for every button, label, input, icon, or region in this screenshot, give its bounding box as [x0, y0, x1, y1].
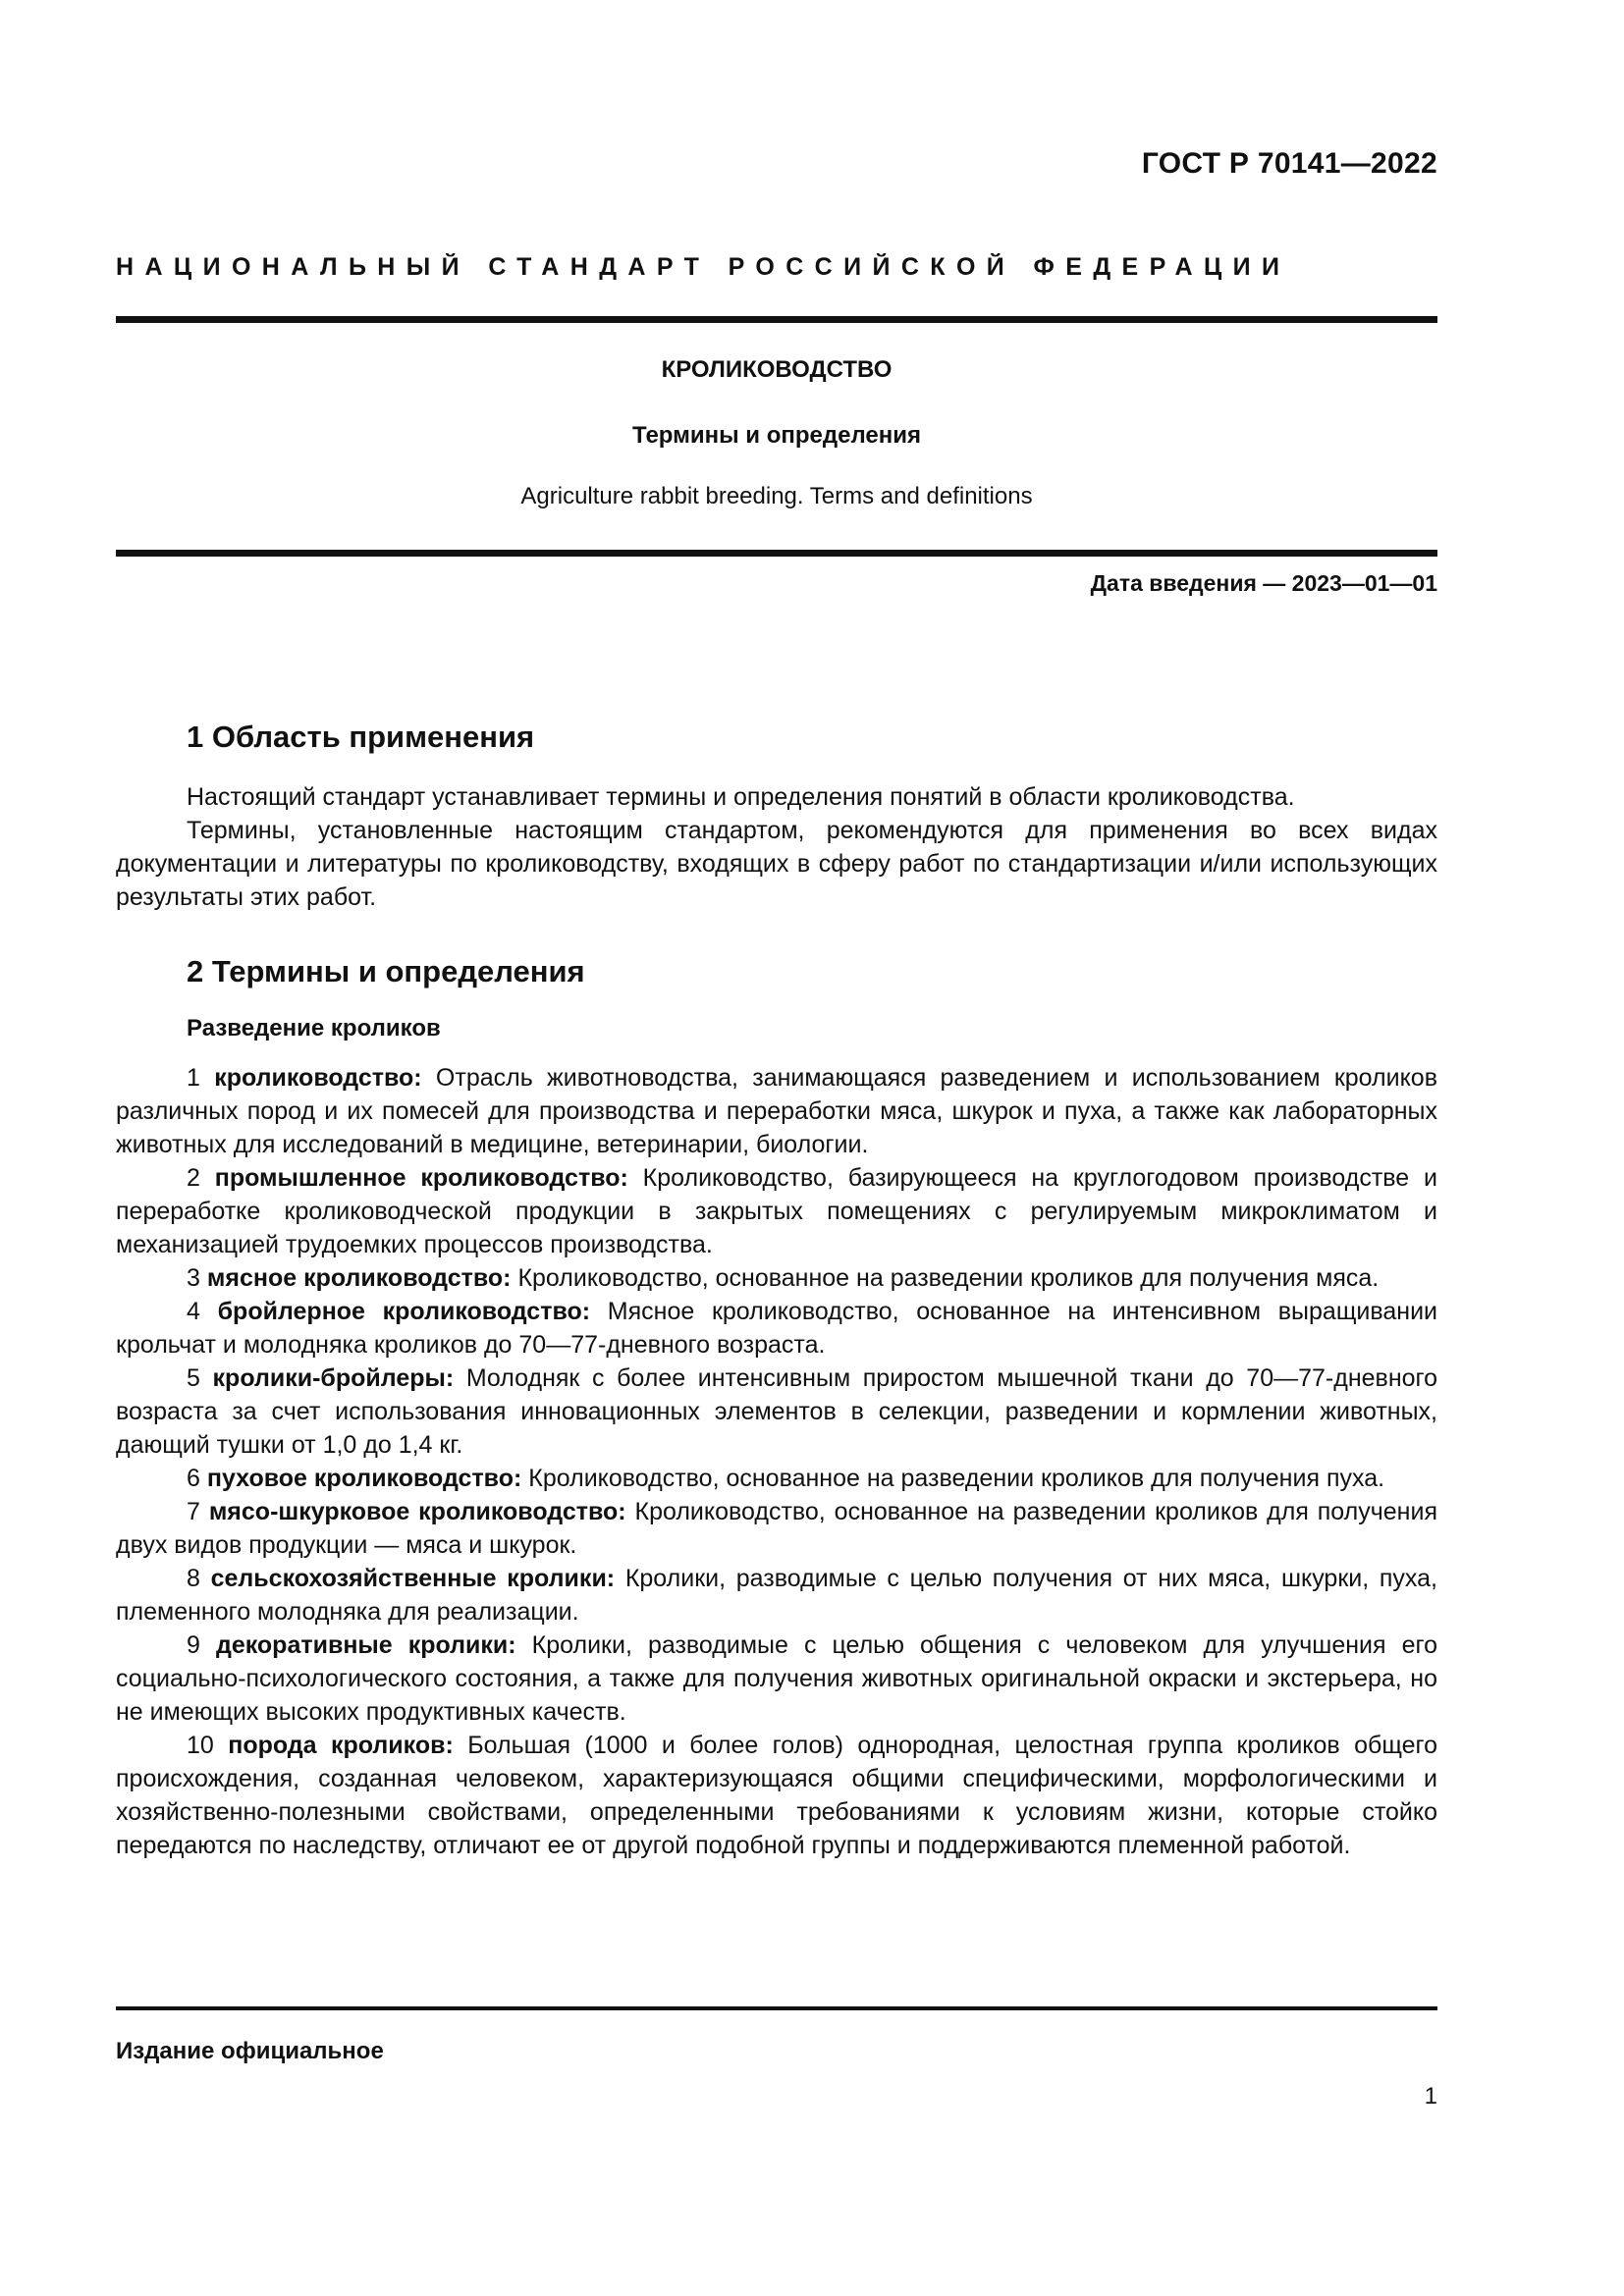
- term-number: 8: [187, 1565, 200, 1592]
- term-name: кролики-бройлеры:: [212, 1364, 455, 1392]
- term-entry-10: [116, 1729, 1437, 1862]
- page-number: 1: [1424, 2083, 1437, 2109]
- document-title: КРОЛИКОВОДСТВО: [661, 356, 893, 383]
- terms-list: [116, 1061, 1437, 1862]
- term-entry-3: [116, 1261, 1437, 1295]
- term-name: кролиководство:: [214, 1064, 422, 1092]
- section-1-heading: 1 Область применения: [187, 720, 535, 754]
- title-bottom-rule: [116, 550, 1437, 557]
- term-number: 9: [187, 1631, 200, 1659]
- term-name: промышленное кролиководство:: [214, 1164, 628, 1192]
- term-definition: Молодняк с более интенсивным приростом мышечной ткани до 70—77-дневного возраста за счет использования инновационных элементов в селекции, разведении и кормлении животных, дающий тушки от 1,0 до 1,4 кг.: [116, 1364, 1437, 1459]
- term-number: 4: [187, 1298, 200, 1325]
- term-entry-2: [116, 1161, 1437, 1261]
- term-number: 6: [187, 1465, 200, 1492]
- document-subtitle: Термины и определения: [631, 422, 922, 449]
- top-rule: [116, 316, 1437, 323]
- term-name: сельскохозяйственные кролики:: [210, 1565, 616, 1592]
- standard-number: ГОСТ Р 70141—2022: [1141, 147, 1437, 180]
- term-definition: Большая (1000 и более голов) однородная, целостная группа кроликов общего происхождения, созданная человеком, характеризующаяся общими специфическими, морфологическими и хозяйственно-полезными свойствами, определенными требованиями к условиям жизни, которые стойко передаются по наследству, отличают ее от другой подобной группы и поддерживаются племенной работой.: [116, 1732, 1437, 1859]
- term-name: пуховое кролиководство:: [206, 1465, 522, 1492]
- term-name: порода кроликов:: [228, 1732, 454, 1759]
- section-1-paragraph: Термины, установленные настоящим стандартом, рекомендуются для применения во всех видах документации и литературы по кролиководству, входящих в сферу работ по стандартизации и/или использующих результаты этих работ.: [116, 817, 1437, 911]
- term-name: бройлерное кролиководство:: [217, 1298, 591, 1325]
- term-entry-1: [116, 1061, 1437, 1161]
- term-number: 10: [187, 1732, 214, 1759]
- section-1-body: [116, 780, 1437, 914]
- section-1-paragraph: Настоящий стандарт устанавливает термины и определения понятий в области кролиководства.: [187, 783, 1295, 811]
- section-2-heading: 2 Термины и определения: [187, 954, 585, 988]
- introduction-date: Дата введения — 2023—01—01: [1090, 570, 1437, 596]
- term-entry-6: [116, 1462, 1437, 1495]
- term-entry-5: [116, 1362, 1437, 1462]
- term-definition: Кролиководство, основанное на разведении кроликов для получения пуха.: [528, 1465, 1385, 1492]
- term-number: 3: [187, 1264, 200, 1292]
- term-definition: Кролиководство, базирующееся на круглогодовом производстве и переработке кролиководческой продукции в закрытых помещениях с регулируемым микроклиматом и механизацией трудоемких процессов производства.: [116, 1164, 1437, 1258]
- term-name: мясное кролиководство:: [206, 1264, 512, 1292]
- term-number: 2: [187, 1164, 200, 1192]
- term-entry-8: [116, 1562, 1437, 1629]
- term-name: декоративные кролики:: [215, 1631, 516, 1659]
- term-definition: Кролики, разводимые с целью получения от них мяса, шкурки, пуха, племенного молодняка для реализации.: [116, 1565, 1437, 1626]
- footer-rule: [116, 2006, 1437, 2010]
- term-definition: Кролики, разводимые с целью общения с человеком для улучшения его социально-психологического состояния, а также для получения животных оригинальной окраски и экстерьера, но не имеющих высоких продуктивных качеств.: [116, 1631, 1437, 1726]
- term-entry-7: [116, 1495, 1437, 1562]
- term-definition: Мясное кролиководство, основанное на интенсивном выращивании крольчат и молодняка кроликов до 70—77-дневного возраста.: [116, 1298, 1437, 1359]
- term-entry-4: [116, 1295, 1437, 1362]
- term-number: 5: [187, 1364, 200, 1392]
- official-edition-label: Издание официальное: [116, 2038, 384, 2064]
- term-definition: Кролиководство, основанное на разведении кроликов для получения мяса.: [517, 1264, 1380, 1292]
- term-definition: Отрасль животноводства, занимающаяся разведением и использованием кроликов различных пород и их помесей для производства и переработки мяса, шкурок и пуха, а также как лабораторных животных для исследований в медицине, ветеринарии, биологии.: [116, 1064, 1437, 1158]
- term-name: мясо-шкурковое кролиководство:: [208, 1498, 626, 1525]
- term-number: 1: [187, 1064, 200, 1092]
- national-standard-banner: НАЦИОНАЛЬНЫЙ СТАНДАРТ РОССИЙСКОЙ ФЕДЕРАЦИИ: [116, 253, 1291, 281]
- section-2-subheading: Разведение кроликов: [187, 1015, 441, 1041]
- term-entry-9: [116, 1629, 1437, 1729]
- term-number: 7: [187, 1498, 200, 1525]
- document-title-english: Agriculture rabbit breeding. Terms and definitions: [520, 483, 1033, 509]
- term-definition: Кролиководство, основанное на разведении кроликов для получения двух видов продукции — мяса и шкурок.: [116, 1498, 1437, 1559]
